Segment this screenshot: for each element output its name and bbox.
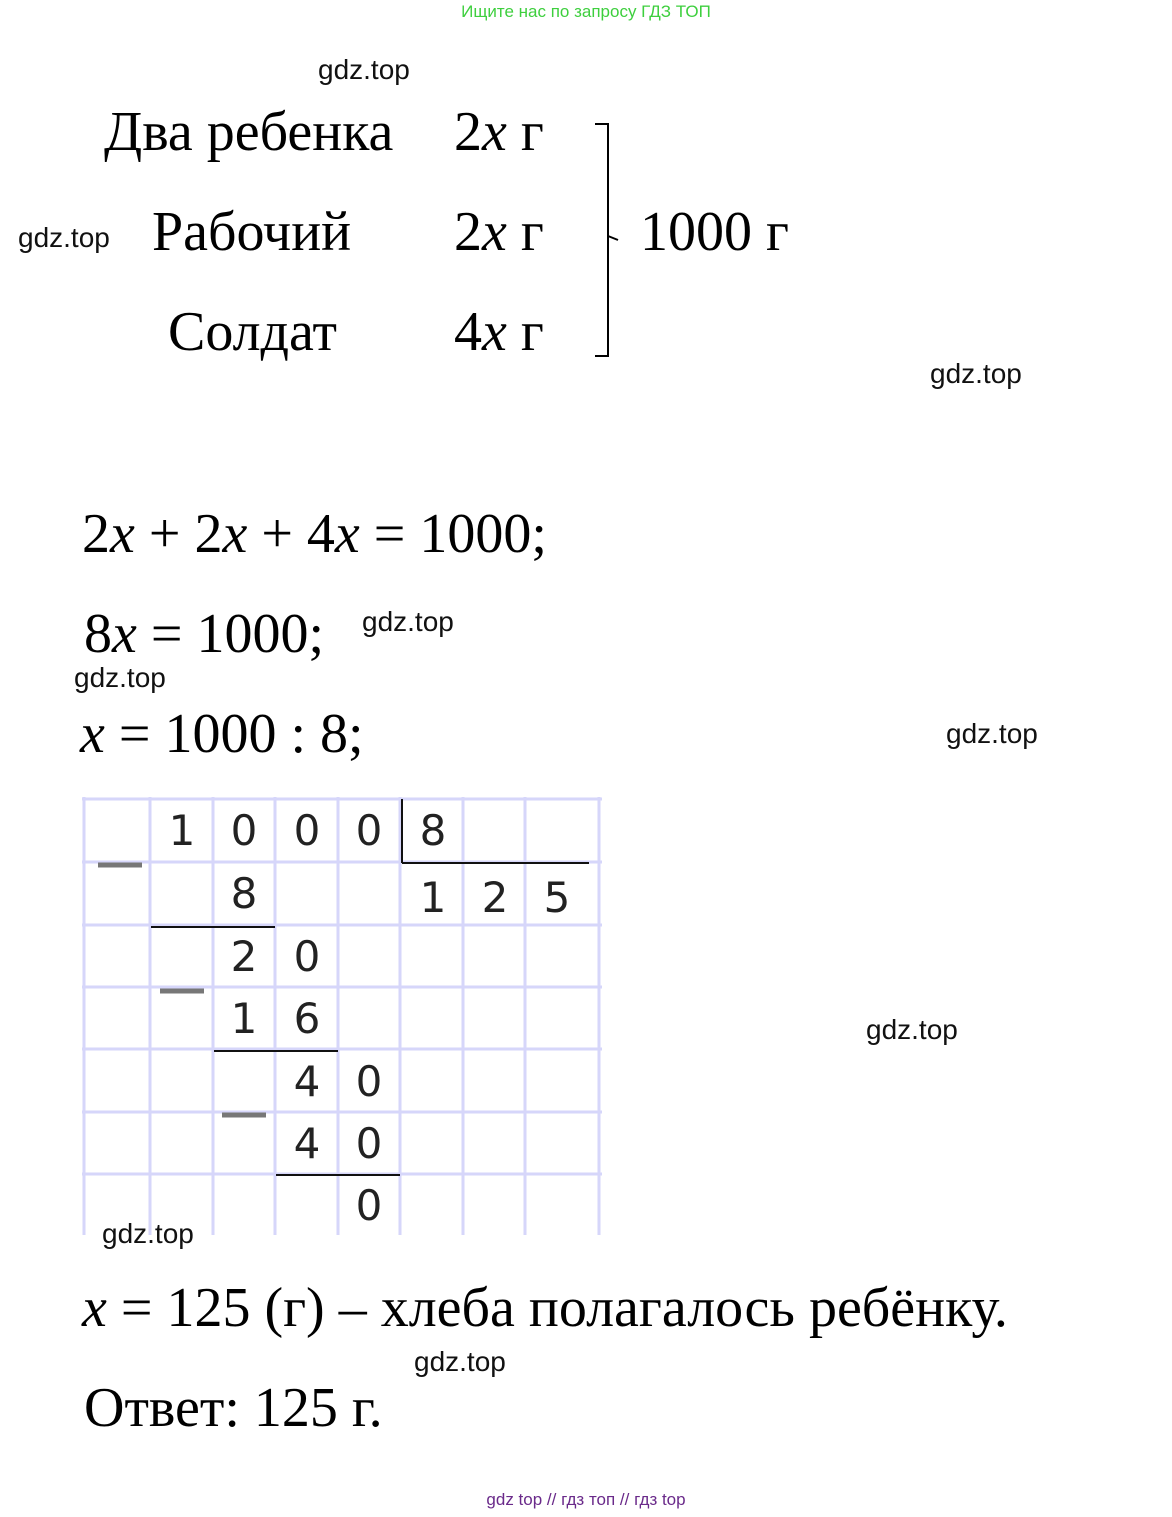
- quotient-digit: 5: [543, 873, 571, 922]
- equation-division: x = 1000 : 8;: [80, 703, 364, 765]
- dividend-digit: 0: [230, 806, 258, 855]
- row-label-worker: Рабочий: [152, 201, 352, 263]
- remainder-digit: 0: [355, 1181, 383, 1230]
- equation-sum: 2x + 2x + 4x = 1000;: [82, 503, 547, 565]
- subtrahend-digit: 4: [293, 1119, 321, 1168]
- subtrahend-digit: 8: [230, 869, 258, 918]
- quotient-digit: 1: [419, 873, 447, 922]
- quotient-digit: 2: [481, 873, 509, 922]
- dividend-digit: 1: [168, 806, 196, 855]
- divisor-digit: 8: [419, 806, 447, 855]
- row-value-soldier: 4x г: [454, 301, 544, 363]
- watermark: gdz.top: [318, 54, 410, 85]
- right-brace: [590, 118, 630, 368]
- footer-links[interactable]: gdz top // гдз топ // гдз top: [486, 1490, 686, 1509]
- answer-line: Ответ: 125 г.: [84, 1377, 383, 1439]
- dividend-digit: 0: [355, 806, 383, 855]
- partial-digit: 4: [293, 1057, 321, 1106]
- result-line: x = 125 (г) – хлеба полагалось ребёнку.: [82, 1277, 1008, 1339]
- partial-digit: 2: [230, 932, 258, 981]
- row-label-children: Два ребенка: [104, 101, 394, 163]
- watermark: gdz.top: [102, 1218, 194, 1249]
- subtrahend-digit: 6: [293, 994, 321, 1043]
- watermark: gdz.top: [362, 606, 454, 637]
- watermark: gdz.top: [946, 718, 1038, 749]
- subtrahend-digit: 0: [355, 1119, 383, 1168]
- long-division-grid: [82, 797, 602, 1235]
- row-label-soldier: Солдат: [168, 301, 337, 363]
- row-value-children: 2x г: [454, 101, 544, 163]
- subtrahend-digit: 1: [230, 994, 258, 1043]
- dividend-digit: 0: [293, 806, 321, 855]
- watermark: gdz.top: [414, 1346, 506, 1377]
- row-value-worker: 2x г: [454, 201, 544, 263]
- equation-simplified: 8x = 1000;: [84, 603, 324, 665]
- watermark: gdz.top: [866, 1014, 958, 1045]
- watermark: gdz.top: [18, 222, 110, 253]
- partial-digit: 0: [355, 1057, 383, 1106]
- partial-digit: 0: [293, 932, 321, 981]
- watermark: gdz.top: [930, 358, 1022, 389]
- top-banner[interactable]: Ищите нас по запросу ГДЗ ТОП: [461, 2, 711, 21]
- total-mass: 1000 г: [640, 201, 789, 263]
- watermark: gdz.top: [74, 662, 166, 693]
